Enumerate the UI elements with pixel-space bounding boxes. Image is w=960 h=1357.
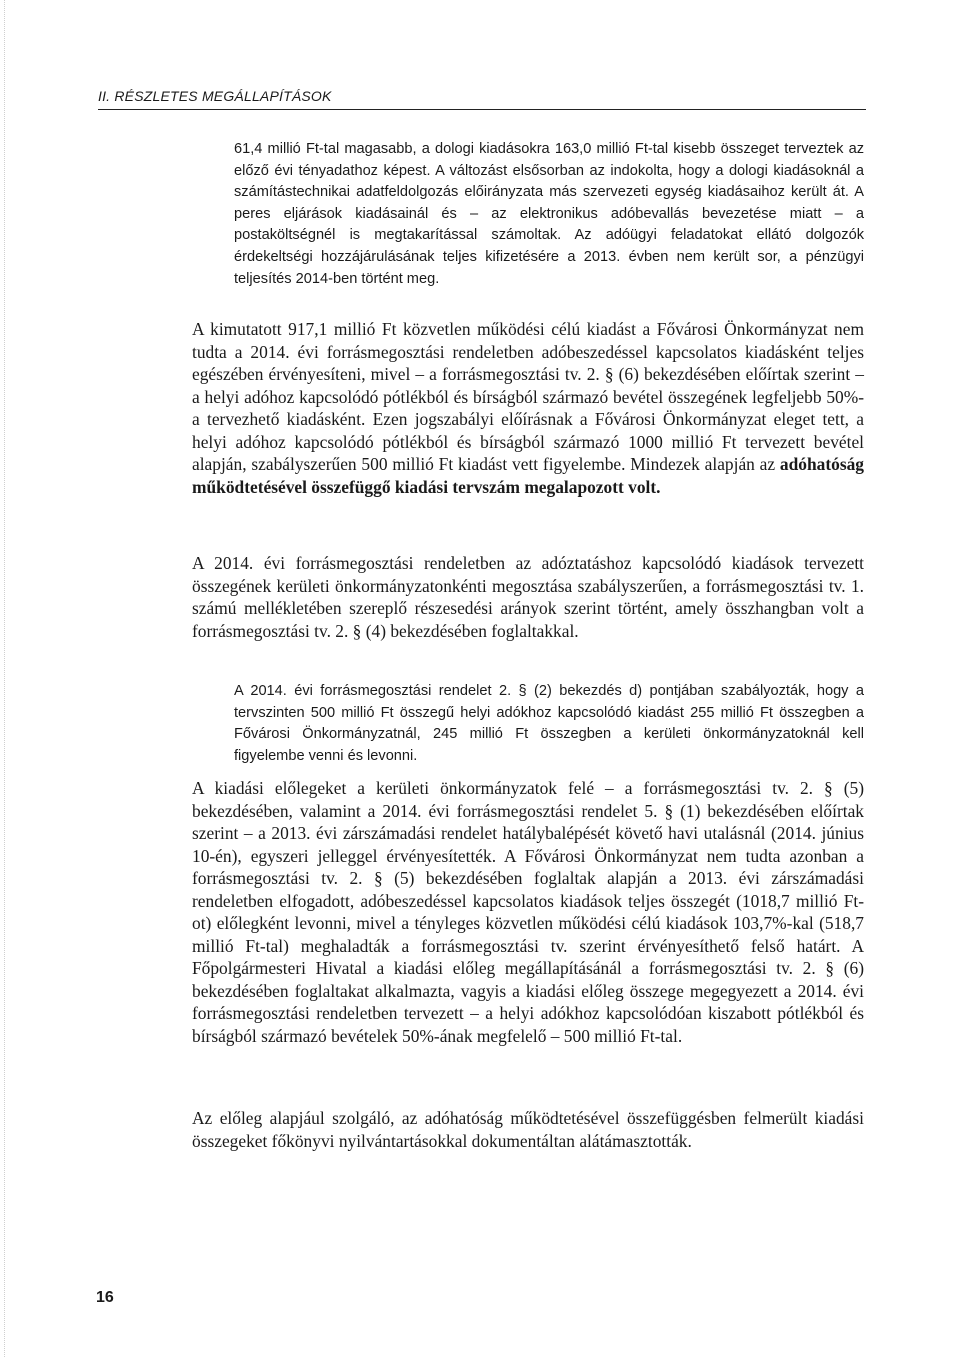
paragraph-text: 61,4 millió Ft-tal magasabb, a dologi kiadásokra 163,0 millió Ft-tal kisebb összeget terveztek az előző évi tényadathoz képest. A változást elsősorban az indokolta, hogy a dologi kiadásoknál a számítástechnikai adatfeldolgozás előirányzata más szervezeti egység kiadásaihoz került át. A peres eljárások kiadásainál és – az elektronikus adóbevallás bevezetése miatt – a postaköltségnél is megtakarítással számoltak. Az adóügyi feladatokat ellátó dolgozók érdekeltségi hozzájárulásának teljes kifizetésére a 2013. évben nem került sor, a pénzügyi teljesítés 2014-ben történt meg. (234, 141, 864, 287)
paragraph-3 (192, 552, 864, 642)
paragraph-text: A kiadási előlegeket a kerületi önkormányzatok felé – a forrásmegosztási tv. 2. § (5) bekezdésében, valamint a 2014. évi forrásmegosztási rendelet 5. § (1) bekezdésében előírtak szerint – a 2013. évi zárszámadási rendelet hatálybalépését követő havi utalásnál (2014. június 10-én), egyszeri jelleggel érvényesítették. A Fővárosi Önkormányzat nem tudta azonban a forrásmegosztási tv. 2. § (5) bekezdésében foglaltak alapján a 2013. évi zárszámadási rendeletben elfogadott, adóbeszedéssel kapcsolatos kiadások teljes összegét (1018,7 millió Ft-ot) előlegként levonni, mivel a tényleges közvetlen működési célú kiadások 103,7%-kal (518,7 millió Ft-tal) meghaladták a forrásmegosztási tv. szerint érvényesíthető felső határt. A Főpolgármesteri Hivatal a kiadási előleg megállapításánál a forrásmegosztási tv. 2. § (6) bekezdésében foglaltakat alkalmazta, vagyis a kiadási előleg összege megegyezett a 2014. évi forrásmegosztási rendeletben tervezett – a helyi adókhoz kapcsolódóan kiszabott pótlékból és bírságból származó bevételek 50%-ának megfelelő – 500 millió Ft-tal. (192, 778, 864, 1046)
section-header: II. RÉSZLETES MEGÁLLAPÍTÁSOK (98, 88, 332, 104)
paragraph-plain-text: A kimutatott 917,1 millió Ft közvetlen működési célú kiadást a Fővárosi Önkormányzat nem tudta a 2014. évi forrásmegosztási rendeletben adóbeszedéssel kapcsolatos kiadásként teljes egészében érvényesíteni, mivel – a forrásmegosztási tv. 2. § (6) bekezdésében előírtak szerint – a helyi adóhoz kapcsolódó pótlékból és bírságból származó bevétel összegének legfeljebb 50%-a tervezhető kiadásként. Ezen jogszabályi előírásnak a Fővárosi Önkormányzat eleget tett, a helyi adóhoz kapcsolódó pótlékból és bírságból származó 1000 millió Ft tervezett bevétel alapján, szabályszerűen 500 millió Ft kiadást vett figyelembe. Mindezek alapján az (192, 319, 864, 474)
paragraph-indented-2 (234, 681, 864, 767)
paragraph-conclusion-bold: adóhatóság működtetésével összefüggő kiadási tervszám megalapozott volt. (192, 454, 864, 497)
paragraph-5 (192, 777, 864, 1047)
paragraph-text: A 2014. évi forrásmegosztási rendelet 2. § (2) bekezdés d) pontjában szabályozták, hogy a tervszinten 500 millió Ft összegű helyi adókhoz kapcsolódó kiadást 255 millió Ft összegben a Fővárosi Önkormányzatnál, 245 millió Ft összegben a kerületi önkormányzatoknál kell figyelembe venni és levonni. (234, 683, 864, 764)
page-number: 16 (96, 1289, 114, 1306)
paragraph-indented-1 (234, 139, 864, 290)
header-divider (98, 109, 866, 110)
paragraph-text: Az előleg alapjául szolgáló, az adóhatóság működtetésével összefüggésben felmerült kiadási összegeket főkönyvi nyilvántartásokkal dokumentáltan alátámasztották. (192, 1108, 864, 1151)
paragraph-text (192, 318, 864, 498)
paragraph-6 (192, 1107, 864, 1152)
paragraph-text: A 2014. évi forrásmegosztási rendeletben az adóztatáshoz kapcsolódó kiadások tervezett összegének kerületi önkormányzatonkénti megosztása szabályszerűen, a forrásmegosztási tv. 1. számú mellékletében szereplő részesedési arányok szerint történt, amely összhangban volt a forrásmegosztási tv. 2. § (4) bekezdésében foglaltakkal. (192, 553, 864, 641)
scan-edge-line (4, 0, 5, 1357)
paragraph-2 (192, 318, 864, 498)
